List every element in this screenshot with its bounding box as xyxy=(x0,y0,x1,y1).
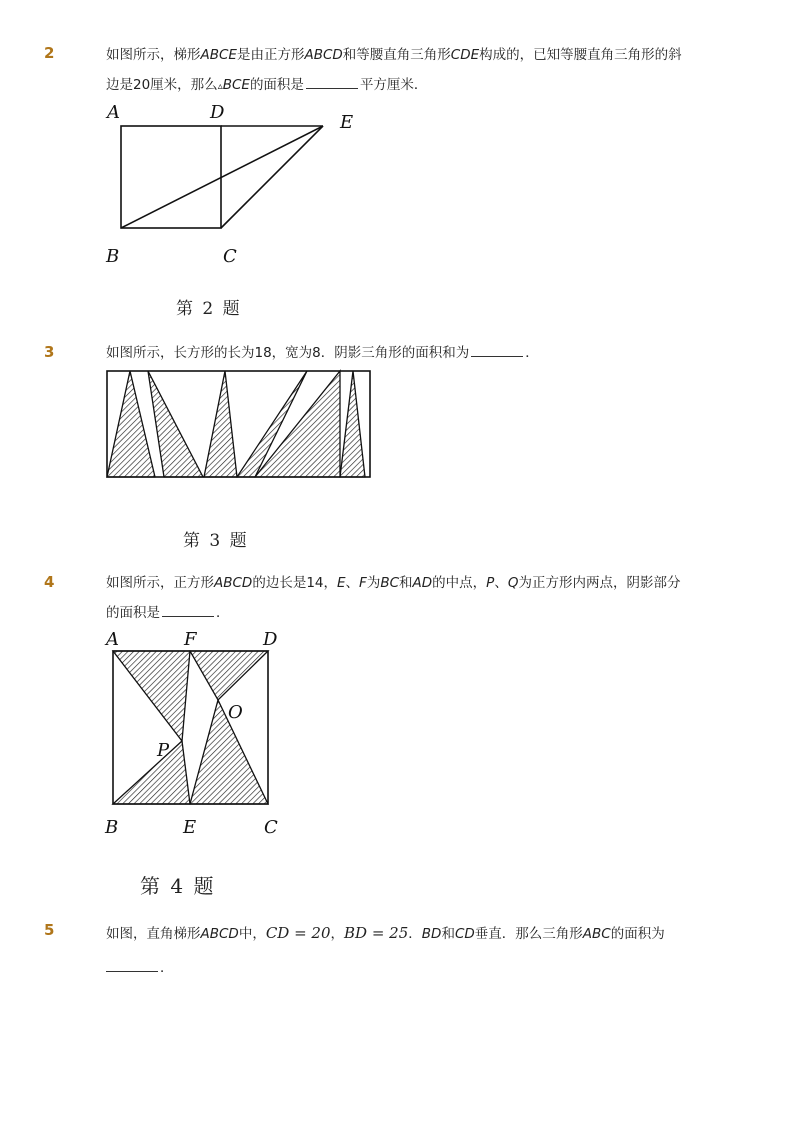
math-variable: ABCE xyxy=(200,47,237,63)
triangle-symbol: ▵ xyxy=(217,81,223,92)
shaded-triangle xyxy=(190,651,268,700)
text-segment: 构成的，已知等腰直角三角形的斜 xyxy=(479,47,682,63)
figure-rectangle-triangles xyxy=(100,365,380,485)
question-number: 2 xyxy=(44,44,55,62)
question-text xyxy=(106,40,718,102)
question-number: 5 xyxy=(44,921,55,939)
vertex-label: B xyxy=(106,246,120,267)
text-segment: 、 xyxy=(494,575,508,591)
text-segment: 是由正方形 xyxy=(236,47,305,63)
text-segment: 的边长是14， xyxy=(252,575,338,591)
text-segment: 、 xyxy=(345,575,360,591)
answer-blank xyxy=(306,74,358,89)
question-text xyxy=(106,568,718,628)
vertex-label: F xyxy=(184,629,197,650)
vertex-label: B xyxy=(105,817,119,838)
math-variable: BC xyxy=(380,575,400,591)
math-variable: E xyxy=(337,575,346,591)
vertex-label: P xyxy=(157,740,170,761)
vertex-label: O xyxy=(228,702,243,723)
vertex-label: C xyxy=(223,246,237,267)
shaded-triangle xyxy=(204,371,237,477)
shaded-triangle xyxy=(107,371,155,477)
math-expression: CD = 20 xyxy=(265,924,331,942)
question-number: 3 xyxy=(44,343,55,361)
text-segment: 的中点， xyxy=(432,575,487,591)
figure-trapezoid xyxy=(100,100,380,270)
text-segment: 如图所示，正方形 xyxy=(106,575,214,591)
math-variable: ABCD xyxy=(200,926,239,942)
shaded-triangle xyxy=(113,741,190,804)
math-variable: F xyxy=(359,575,367,591)
math-expression: BD = 25 xyxy=(344,924,409,942)
text-segment: 的面积是 xyxy=(249,77,304,93)
vertex-label: E xyxy=(183,817,197,838)
vertex-label: D xyxy=(263,629,278,650)
math-variable: Q xyxy=(507,575,519,591)
vertex-label: A xyxy=(107,102,120,123)
text-segment: 的面积为 xyxy=(610,926,665,942)
vertex-label: C xyxy=(264,817,278,838)
math-variable: BCE xyxy=(222,77,250,93)
text-segment: 和等腰直角三角形 xyxy=(342,47,451,63)
vertex-label: D xyxy=(210,102,225,123)
answer-blank xyxy=(162,602,214,617)
shaded-triangle xyxy=(113,651,190,741)
text-segment: ， xyxy=(330,926,345,942)
text-segment: 和 xyxy=(399,575,413,591)
text-segment: 如图所示，长方形的长为18，宽为8．阴影三角形的面积和为 xyxy=(106,345,470,361)
text-segment: 和 xyxy=(441,926,455,942)
shaded-triangle xyxy=(340,371,365,477)
math-variable: ABC xyxy=(582,926,611,942)
square-abcd xyxy=(121,126,221,228)
text-segment: 为 xyxy=(366,575,381,591)
text-segment: ． xyxy=(216,605,230,621)
text-segment: 垂直．那么三角形 xyxy=(474,926,583,942)
text-segment: 如图，直角梯形 xyxy=(106,926,201,942)
math-variable: AD xyxy=(412,575,433,591)
text-segment: 中， xyxy=(238,926,266,942)
vertex-label: A xyxy=(106,629,119,650)
segment-be xyxy=(121,126,323,228)
text-segment: 为正方形内两点，阴影部分 xyxy=(518,575,681,591)
text-segment: 如图所示，梯形 xyxy=(106,47,201,63)
math-variable: P xyxy=(486,575,495,591)
text-segment: 边是20厘米，那么 xyxy=(106,77,218,93)
math-variable: ABCD xyxy=(214,575,253,591)
figure-caption: 第 2 题 xyxy=(176,299,242,319)
text-segment: ． xyxy=(160,960,174,976)
math-variable: CD xyxy=(454,926,475,942)
figure-caption: 第 4 题 xyxy=(140,874,216,898)
shaded-triangle xyxy=(148,371,203,477)
math-variable: CDE xyxy=(450,47,480,63)
figure-caption: 第 3 题 xyxy=(183,531,249,551)
question-text xyxy=(106,916,718,985)
vertex-label: E xyxy=(340,112,354,133)
question-text xyxy=(106,338,718,368)
text-segment: 平方厘米． xyxy=(359,77,428,93)
question-number: 4 xyxy=(44,573,55,591)
text-segment: 的面积是 xyxy=(106,605,160,621)
text-segment: ． xyxy=(525,345,539,361)
math-variable: BD xyxy=(421,926,442,942)
figure-square-shaded xyxy=(100,628,300,843)
segment-ec xyxy=(221,126,323,228)
text-segment: ． xyxy=(408,926,422,942)
answer-blank xyxy=(471,342,523,357)
answer-blank xyxy=(106,957,158,972)
math-variable: ABCD xyxy=(304,47,343,63)
